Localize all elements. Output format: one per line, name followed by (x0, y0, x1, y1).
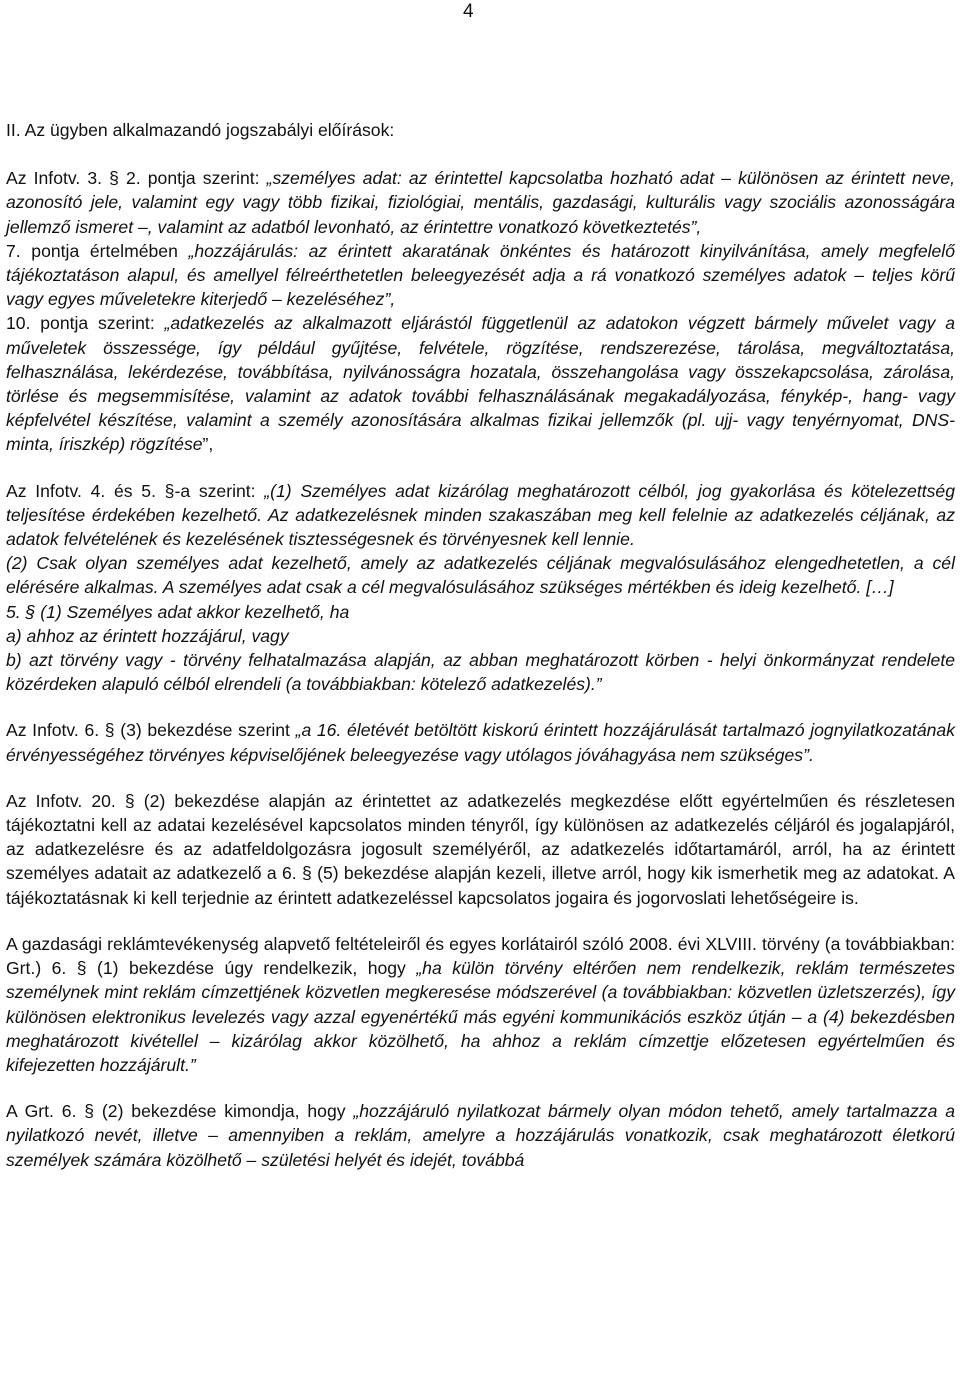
paragraph-infotv-3-10 (6, 311, 955, 456)
quoted-provision: a) ahhoz az érintett hozzájárul, vagy (6, 625, 289, 646)
paragraph-infotv-5-1-a (6, 624, 955, 648)
citation-lead: A gazdasági reklámtevékenység alapvető feltételeiről és egyes korlátairól szóló 2008. évi XLVIII. törvény (a továbbiakban: Grt.) 6. § (1) bekezdése úgy rendelkezik, hogy (6, 933, 955, 979)
paragraph-infotv-3-7 (6, 239, 955, 312)
page-number: 4 (463, 1, 474, 22)
quoted-provision: „(1) Személyes adat kizárólag meghatározott célból, jog gyakorlása és kötelezettség teljesítése érdekében kezelhető. Az adatkezelésnek minden szakaszában meg kell felelnie az adatkezelés céljának, az adatok felvételének és kezelésének tisztességesnek és törvényesnek kell lennie. (6, 480, 955, 550)
paragraph-infotv-6-3 (6, 718, 955, 766)
quoted-provision: „hozzájáruló nyilatkozat bármely olyan módon tehető, amely tartalmazza a nyilatkozó nevét, illetve – amennyiben a reklám, amelyre a hozzájárulás vonatkozik, csak meghatározott életkorú személyek számára közölhető – születési helyét és idejét, továbbá (6, 1101, 955, 1170)
quoted-provision: 5. § (1) Személyes adat akkor kezelhető, ha (6, 601, 350, 622)
citation-lead: 10. pontja szerint: (6, 313, 165, 334)
paragraph-infotv-4-2 (6, 551, 955, 599)
quoted-definition: „hozzájárulás: az érintett akaratának önkéntes és határozott kinyilvánítása, amely megfelelő tájékoztatáson alapul, és amellyel félreérthetetlen beleegyezését adja a rá vonatkozó személyes adatok – teljes körű vagy egyes műveletekre kiterjedő – kezeléséhez”, (6, 240, 955, 310)
quoted-provision: (2) Csak olyan személyes adat kezelhető, amely az adatkezelés céljának megvalósulásához elengedhetetlen, a cél elérésére alkalmas. A személyes adat csak a cél megvalósulásához szükséges mértékben és ideig kezelhető. […] (6, 553, 955, 598)
citation-lead: Az Infotv. 6. § (3) bekezdése szerint (6, 720, 296, 741)
quoted-provision: „a 16. életévét betöltött kiskorú érintett hozzájárulását tartalmazó jognyilatkozatának érvényességéhez törvényes képviselőjének beleegyezése vagy utólagos jóváhagyása nem szükséges”. (6, 720, 955, 765)
quote-close: ”, (202, 434, 214, 455)
quoted-definition: „személyes adat: az érintettel kapcsolatba hozható adat – különösen az érintett neve, azonosító jele, valamint egy vagy több fizikai, fiziológiai, mentális, gazdasági, kulturális vagy szociális azonosságára jellemző ismeret –, valamint az adatból levonható, az érintettre vonatkozó következtetés”, (6, 168, 955, 237)
paragraph-infotv-5-1-b (6, 648, 955, 696)
section-heading: II. Az ügyben alkalmazandó jogszabályi előírások: (6, 120, 395, 140)
paragraph-infotv-20-2: Az Infotv. 20. § (2) bekezdése alapján az érintettet az adatkezelés megkezdése előtt egyértelműen és részletesen tájékoztatni kell az adatai kezelésével kapcsolatos minden tényről, így különösen az adatkezelés céljáról és jogalapjáról, az adatkezelésre és az adatfeldolgozásra jogosult személyéről, az adatkezelés időtartamáról, arról, ha az érintett személyes adatait az adatkezelő a 6. § (5) bekezdése alapján kezeli, illetve arról, hogy kik ismerhetik meg az adatokat. A tájékoztatásnak ki kell terjednie az érintett adatkezeléssel kapcsolatos jogaira és jogorvoslati lehetőségeire is. (6, 790, 955, 908)
quoted-provision: b) azt törvény vagy - törvény felhatalmazása alapján, az abban meghatározott körben - helyi önkormányzat rendelete közérdeken alapuló célból elrendeli (a továbbiakban: kötelező adatkezelés).” (6, 650, 955, 695)
citation-lead: Az Infotv. 3. § 2. pontja szerint: (6, 168, 267, 189)
paragraph-infotv-3-2 (6, 166, 955, 239)
paragraph-infotv-5-1 (6, 600, 955, 624)
paragraph-infotv-4-5 (6, 479, 955, 552)
citation-lead: Az Infotv. 4. és 5. §-a szerint: (6, 480, 265, 501)
quoted-definition: „adatkezelés az alkalmazott eljárástól függetlenül az adatokon végzett bármely művelet vagy a műveletek összessége, így például gyűjtése, felvétele, rögzítése, rendszerezése, tárolása, megváltoztatása, felhasználása, lekérdezése, továbbítása, nyilvánosságra hozatala, összehangolása vagy összekapcsolása, zárolása, törlése és megsemmisítése, valamint az adatok további felhasználásának megakadályozása, fénykép-, hang- vagy képfelvétel készítése, valamint a személy azonosítására alkalmas fizikai jellemzők (pl. ujj- vagy tenyérnyomat, DNS-minta, íriszkép) rögzítése (6, 313, 955, 455)
citation-lead: 7. pontja értelmében (6, 240, 189, 261)
quoted-provision: „ha külön törvény eltérően nem rendelkezik, reklám természetes személynek mint reklám címzettjének közvetlen megkeresése módszerével (a továbbiakban: közvetlen üzletszerzés), így különösen elektronikus levelezés vagy azzal egyenértékű más egyéni kommunikációs eszköz útján – a (4) bekezdésben meghatározott kivétellel – kizárólag akkor közölhető, ha ahhoz a reklám címzettje előzetesen egyértelműen és kifejezetten hozzájárult.” (6, 958, 955, 1075)
paragraph-grt-6-1 (6, 932, 955, 1077)
paragraph-grt-6-2 (6, 1099, 955, 1172)
citation-lead: A Grt. 6. § (2) bekezdése kimondja, hogy (6, 1101, 354, 1122)
document-body (6, 118, 955, 1172)
